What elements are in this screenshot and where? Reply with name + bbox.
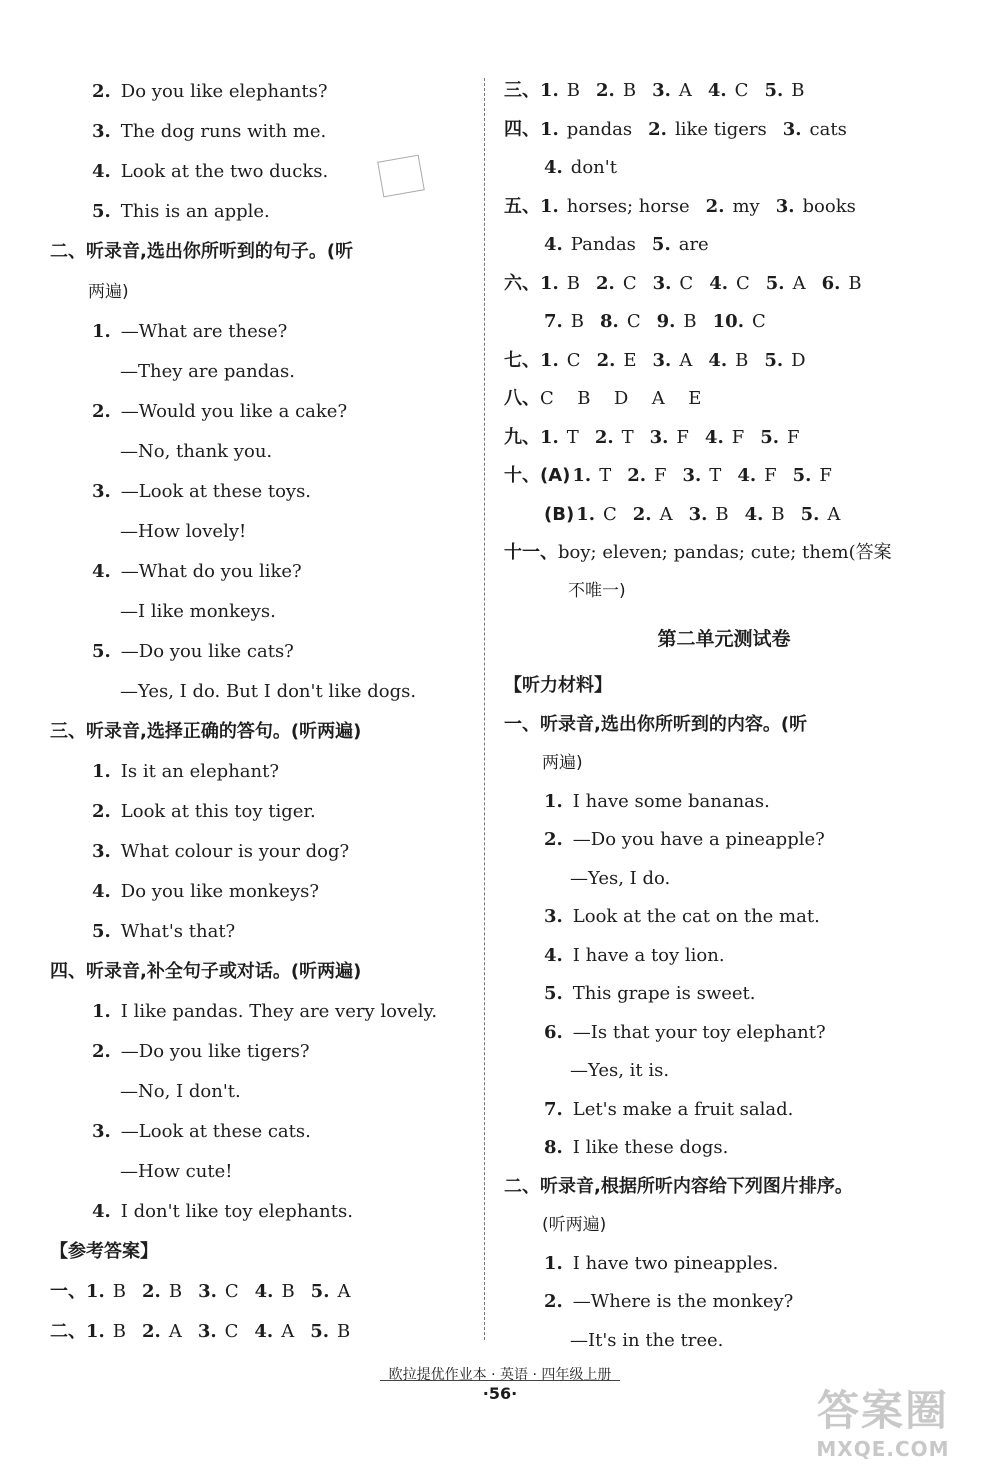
dialogue-line: 1. —What are these?	[92, 321, 288, 342]
dialogue-reply: —Yes, I do. But I don't like dogs.	[120, 681, 417, 702]
listen-line: 1. Is it an elephant?	[92, 761, 280, 782]
dialogue-line: 4. —What do you like?	[92, 561, 302, 582]
answer-row: 十一、 boy; eleven; pandas; cute; them(答案	[504, 542, 892, 564]
dialogue-line: 2. —Do you like tigers?	[92, 1041, 310, 1062]
section-heading: 三、听录音,选择正确的答句。(听两遍)	[50, 721, 362, 742]
stamp-image	[377, 155, 425, 198]
dialogue-reply: —How lovely!	[120, 521, 247, 542]
listen-line: 1. I like pandas. They are very lovely.	[92, 1001, 438, 1022]
listen-line: 3. Look at the cat on the mat.	[544, 906, 820, 928]
dialogue-line: 5. —Do you like cats?	[92, 641, 294, 662]
listen-line: 8. I like these dogs.	[544, 1137, 729, 1159]
answer-row: 四、 1. pandas 2. like tigers 3. cats	[504, 118, 847, 140]
column-divider	[484, 78, 485, 1340]
dialogue-reply: —Yes, it is.	[570, 1060, 670, 1082]
dialogue-line: 3. —Look at these toys.	[92, 481, 312, 502]
page-number: ·56·	[482, 1384, 518, 1403]
right-column	[504, 72, 944, 1360]
answer-row: 五、 1. horses; horse 2. my 3. books	[504, 195, 856, 217]
listen-line: 1. I have some bananas.	[544, 790, 770, 812]
listen-line: 4. Do you like monkeys?	[92, 881, 320, 902]
listen-line: 4. I don't like toy elephants.	[92, 1201, 353, 1222]
answer-row: 7. B 8. C 9. B 10. C	[544, 311, 766, 333]
answer-row: 二、 1. B 2. A 3. C 4. A 5. B	[50, 1321, 351, 1342]
section-heading: 四、听录音,补全句子或对话。(听两遍)	[50, 961, 362, 982]
listen-line: 4. I have a toy lion.	[544, 944, 725, 966]
footer-series: 欧拉提优作业本 · 英语 · 四年级上册	[388, 1367, 612, 1383]
footer-rule	[380, 1380, 620, 1381]
answer-row-cont: 不唯一)	[568, 581, 626, 602]
answer-key-heading: 【参考答案】	[50, 1241, 158, 1262]
answer-row: 六、 1. B 2. C 3. C 4. C 5. A 6. B	[504, 272, 862, 294]
listen-line: 1. I have two pineapples.	[544, 1252, 779, 1274]
answer-row: 4. Pandas 5. are	[544, 234, 709, 256]
dialogue-reply: —No, thank you.	[120, 441, 273, 462]
left-column	[50, 72, 470, 1352]
dialogue-line: 6. —Is that your toy elephant?	[544, 1021, 826, 1043]
answer-row: 一、 1. B 2. B 3. C 4. B 5. A	[50, 1281, 351, 1302]
listen-line: 4. Look at the two ducks.	[92, 161, 329, 182]
listen-line: 2. Do you like elephants?	[92, 81, 328, 102]
section-heading-cont: 两遍)	[542, 752, 583, 773]
watermark-logo: 答案圈 MXQE.COM	[816, 1386, 950, 1461]
listen-line: 5. What's that?	[92, 921, 236, 942]
dialogue-reply: —They are pandas.	[120, 361, 295, 382]
listening-material-heading: 【听力材料】	[504, 675, 612, 697]
listen-line: 3. The dog runs with me.	[92, 121, 327, 142]
dialogue-line: 2. —Do you have a pineapple?	[544, 829, 825, 851]
answer-row: 十、 (A) 1. T 2. F 3. T 4. F 5. F	[504, 465, 832, 487]
unit-title: 第二单元测试卷	[657, 627, 791, 650]
answer-row: (B) 1. C 2. A 3. B 4. B 5. A	[544, 503, 841, 525]
answer-row: 九、 1. T 2. T 3. F 4. F 5. F	[504, 426, 800, 448]
section-heading: 一、听录音,选出你所听到的内容。(听	[504, 713, 808, 735]
dialogue-reply: —Yes, I do.	[570, 867, 671, 889]
answer-row: 三、 1. B 2. B 3. A 4. C 5. B	[504, 80, 805, 102]
listen-line: 5. This is an apple.	[92, 201, 270, 222]
dialogue-line: 3. —Look at these cats.	[92, 1121, 311, 1142]
listen-line: 5. This grape is sweet.	[544, 983, 756, 1005]
section-heading-cont: 两遍)	[88, 281, 129, 302]
answer-row: 4. don't	[544, 157, 617, 179]
dialogue-reply: —I like monkeys.	[120, 601, 276, 622]
dialogue-reply: —How cute!	[120, 1161, 233, 1182]
dialogue-line: 2. —Where is the monkey?	[544, 1291, 794, 1313]
answer-row: 七、 1. C 2. E 3. A 4. B 5. D	[504, 349, 806, 371]
section-heading: 二、听录音,选出你所听到的句子。(听	[50, 241, 354, 262]
listen-line: 7. Let's make a fruit salad.	[544, 1098, 794, 1120]
dialogue-reply: —It's in the tree.	[570, 1329, 724, 1351]
section-heading-cont: (听两遍)	[542, 1214, 607, 1235]
dialogue-line: 2. —Would you like a cake?	[92, 401, 348, 422]
dialogue-reply: —No, I don't.	[120, 1081, 241, 1102]
listen-line: 2. Look at this toy tiger.	[92, 801, 316, 822]
answer-row: 八、 C B D A E	[504, 388, 702, 410]
listen-line: 3. What colour is your dog?	[92, 841, 350, 862]
section-heading: 二、听录音,根据所听内容给下列图片排序。	[504, 1175, 853, 1197]
